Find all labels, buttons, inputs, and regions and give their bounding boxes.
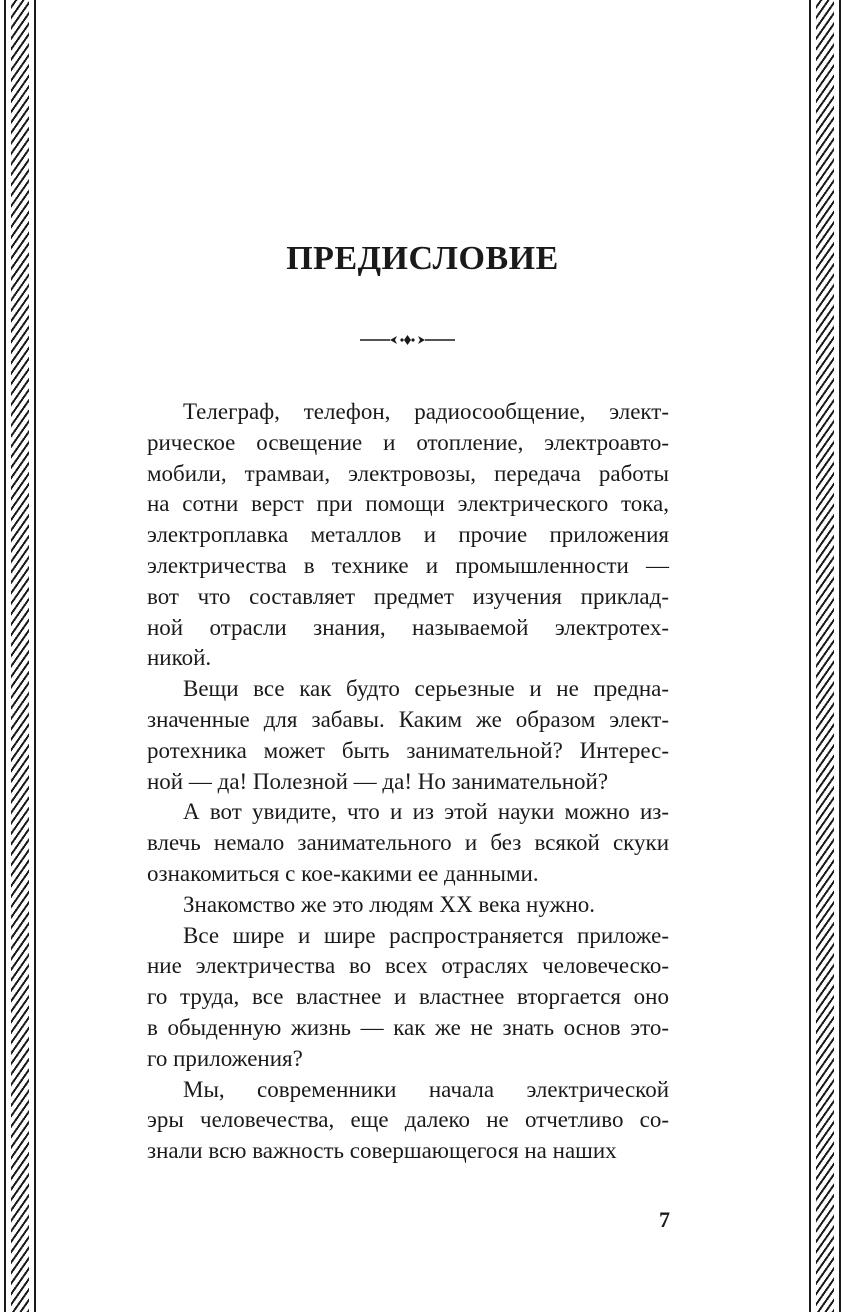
left-border-outer-rule <box>4 0 6 1312</box>
paragraph <box>147 674 669 797</box>
chapter-heading: ПРЕДИСЛОВИЕ <box>286 240 559 277</box>
paragraph <box>147 1075 669 1167</box>
left-rope-pattern <box>11 0 29 1312</box>
right-border-inner-rule <box>809 0 811 1312</box>
text-line: значенные для забавы. Каким же образом элект- <box>147 706 669 732</box>
fleuron-divider-icon <box>360 332 455 348</box>
text-line: никой. <box>147 645 212 671</box>
text-line: ной — да! Полезной — да! Но занимательной? <box>147 768 609 794</box>
text-line: электроплавка металлов и прочие приложения <box>147 522 669 548</box>
text-line: электричества в технике и промышленности — <box>147 552 669 578</box>
text-line: го труда, все властнее и властнее вторгается оно <box>147 984 669 1010</box>
left-border-inner-rule <box>34 0 36 1312</box>
left-rope-border <box>0 0 36 1312</box>
text-line: рическое освещение и отопление, электроавто- <box>147 429 669 455</box>
text-line: ние электричества во всех отраслях человеческо- <box>147 953 669 979</box>
text-line: Телеграф, телефон, радиосообщение, элект- <box>183 399 669 424</box>
text-line: вот что составляет предмет изучения приклад- <box>147 583 669 609</box>
right-rope-pattern <box>816 0 834 1312</box>
right-border-outer-rule <box>839 0 841 1312</box>
paragraph <box>147 397 669 674</box>
text-line: знали всю важность совершающегося на наших <box>147 1138 617 1164</box>
right-rope-border <box>809 0 845 1312</box>
text-line: Мы, современники начала электрической <box>183 1076 669 1102</box>
text-line: ротехника может быть занимательной? Интерес- <box>147 737 669 763</box>
text-line: эры человечества, еще далеко не отчетливо со- <box>147 1107 669 1133</box>
text-line: влечь немало занимательного и без всякой скуки <box>147 830 669 856</box>
text-line: Знакомство же это людям XX века нужно. <box>183 891 596 917</box>
text-line: А вот увидите, что и из этой науки можно из- <box>183 799 669 825</box>
text-line: Вещи все как будто серьезные и не предна- <box>183 676 669 702</box>
text-line: в обыденную жизнь — как же не знать основ это- <box>147 1014 669 1040</box>
text-line: го приложения? <box>147 1045 303 1071</box>
text-line: мобили, трамваи, электровозы, передача работы <box>147 460 669 486</box>
paragraph <box>147 890 669 921</box>
preface-body <box>147 397 669 1167</box>
text-line: на сотни верст при помощи электрического тока, <box>147 491 669 517</box>
text-line: ной отрасли знания, называемой электротех- <box>147 614 669 640</box>
paragraph <box>147 921 669 1075</box>
paragraph <box>147 797 669 889</box>
page-number: 7 <box>659 1207 670 1232</box>
text-line: Все шире и шире распространяется приложе- <box>183 922 669 948</box>
text-line: ознакомиться с кое-какими ее данными. <box>147 860 539 886</box>
